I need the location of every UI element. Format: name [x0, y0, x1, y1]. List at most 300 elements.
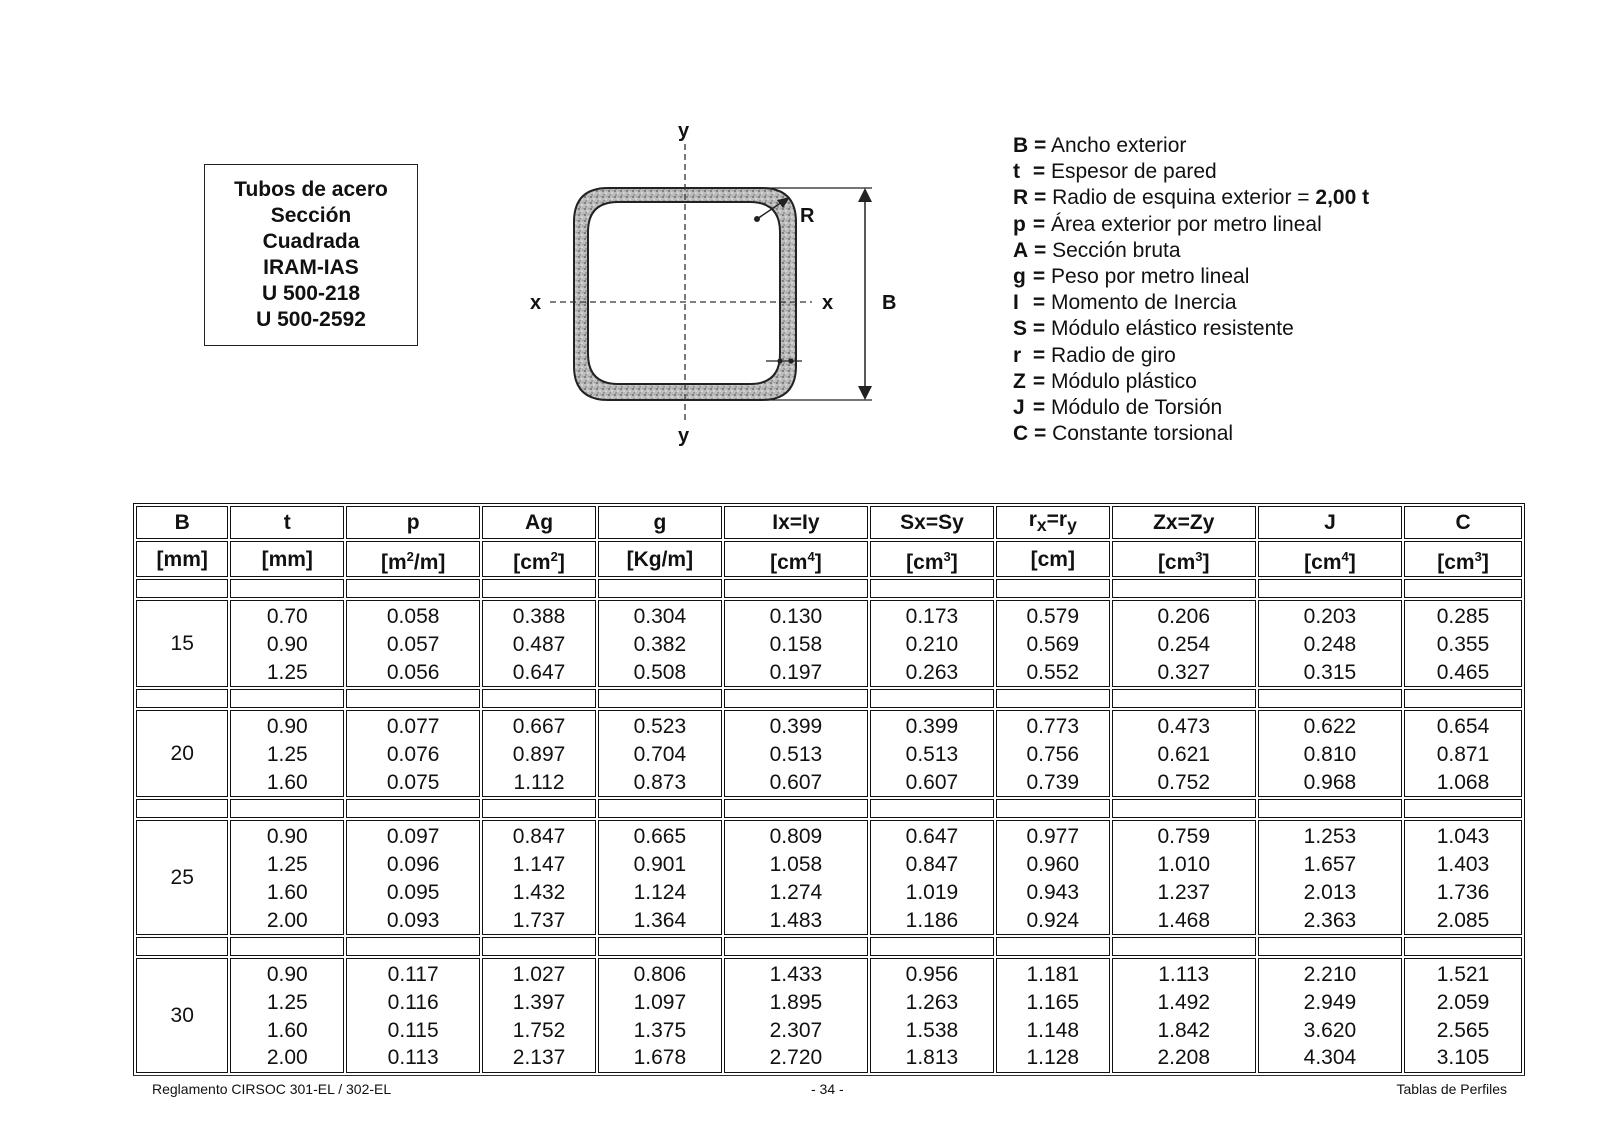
- value-cell: [870, 710, 994, 797]
- dimension-arrow-down: [858, 386, 872, 400]
- unit-text: [cm: [1437, 550, 1475, 574]
- separator-cell: [1404, 689, 1522, 708]
- cell-value: 1.752: [512, 1018, 566, 1042]
- legend-equals: =: [1034, 134, 1047, 157]
- b-cell: 25: [136, 820, 228, 935]
- axis-x-label-right: x: [822, 292, 834, 314]
- cell-value: 1.25: [266, 743, 308, 766]
- title-box: [204, 164, 418, 346]
- separator-cell: [996, 937, 1110, 956]
- unit-exponent: 4: [1341, 548, 1349, 564]
- cell-value: 1.483: [769, 908, 823, 932]
- legend-symbol: t: [1013, 160, 1020, 184]
- cell-value: 0.607: [769, 770, 823, 794]
- separator-cell: [482, 689, 596, 708]
- value-cell: [1112, 600, 1256, 687]
- cell-value: 2.137: [512, 1046, 566, 1070]
- legend-row: [1013, 212, 1369, 238]
- legend-symbol: g: [1013, 265, 1026, 289]
- cell-value: 0.873: [633, 770, 687, 794]
- cell-value: 0.90: [266, 963, 308, 987]
- value-cell: [1258, 820, 1402, 935]
- cell-value: 0.388: [512, 605, 566, 629]
- cell-value: 0.607: [905, 770, 959, 794]
- cell-value: 2.307: [769, 1018, 823, 1042]
- cell-value: 0.095: [386, 880, 440, 904]
- column-unit: [1112, 541, 1256, 577]
- cell-value: 0.810: [1303, 743, 1357, 766]
- column-header-label: t: [283, 511, 291, 535]
- cell-value: 0.263: [905, 660, 959, 684]
- cell-value: 0.523: [633, 715, 687, 739]
- cell-value: 1.25: [266, 853, 308, 877]
- cell-value: 0.173: [905, 605, 959, 629]
- axis-x-label-left: x: [530, 292, 542, 314]
- cell-value: 0.508: [633, 660, 687, 684]
- separator-cell: [724, 579, 868, 598]
- cell-value: 1.60: [266, 880, 308, 904]
- legend-text: Área exterior por metro lineal: [1050, 212, 1322, 236]
- cell-value: 0.327: [1157, 660, 1211, 684]
- column-header: [482, 506, 596, 539]
- cell-value: 1.027: [512, 963, 566, 987]
- value-cell: [598, 958, 722, 1073]
- cell-value: 1.124: [633, 880, 687, 904]
- unit-exponent: 2: [406, 548, 414, 564]
- unit-exponent: 2: [550, 548, 558, 564]
- cell-value: 0.285: [1436, 605, 1490, 629]
- separator-cell: [598, 579, 722, 598]
- column-header-label: g: [653, 511, 667, 535]
- separator-cell: [996, 799, 1110, 818]
- legend-equals: =: [1032, 265, 1046, 289]
- legend-row: [1013, 421, 1369, 447]
- table-row: [136, 600, 1522, 687]
- cell-value: 1.010: [1157, 853, 1211, 877]
- cell-value: 0.076: [386, 743, 440, 766]
- legend-equals: =: [1032, 212, 1046, 236]
- separator-cell: [136, 799, 228, 818]
- cell-value: 0.117: [387, 963, 439, 987]
- legend-symbol: I: [1013, 291, 1019, 315]
- column-unit: [598, 541, 722, 577]
- cell-value: 1.375: [633, 1018, 687, 1042]
- cell-value: 0.622: [1303, 715, 1357, 739]
- unit-text: [cm: [1304, 550, 1342, 574]
- cell-value: 1.181: [1026, 963, 1080, 987]
- cell-value: 0.704: [633, 743, 687, 766]
- cell-value: 0.956: [905, 963, 959, 987]
- separator-cell: [230, 937, 344, 956]
- column-header: [1112, 506, 1256, 539]
- cell-value: 0.871: [1436, 743, 1490, 766]
- separator-cell: [346, 579, 480, 598]
- cell-value: 0.667: [512, 715, 566, 739]
- legend-row: [1013, 395, 1369, 421]
- cell-value: 0.759: [1157, 825, 1211, 849]
- cell-value: 0.058: [386, 605, 440, 629]
- cell-value: 3.105: [1436, 1046, 1490, 1070]
- cell-value: 1.165: [1026, 990, 1080, 1014]
- cell-value: 1.60: [266, 770, 308, 794]
- legend-symbol: S: [1013, 317, 1028, 341]
- value-cell: [230, 600, 344, 687]
- column-header: [1404, 506, 1522, 539]
- column-unit: [870, 541, 994, 577]
- unit-tail: ]: [1202, 550, 1210, 574]
- cell-value: 1.25: [266, 990, 308, 1014]
- legend-symbol: Z: [1013, 369, 1026, 393]
- legend-text: Peso por metro lineal: [1050, 265, 1250, 289]
- legend-equals: =: [1032, 160, 1046, 184]
- value-cell: [1258, 600, 1402, 687]
- cell-value: 4.304: [1303, 1046, 1357, 1070]
- column-header: [1258, 506, 1402, 539]
- cell-value: 1.397: [512, 990, 566, 1014]
- b-cell: 20: [136, 710, 228, 797]
- unit-tail: ]: [814, 550, 822, 574]
- column-unit: [136, 541, 228, 577]
- cell-value: 0.158: [769, 632, 823, 656]
- header-row-units: [136, 541, 1522, 577]
- legend-equals: =: [1032, 291, 1046, 315]
- separator-cell: [996, 689, 1110, 708]
- separator-cell: [870, 579, 994, 598]
- value-cell: [724, 710, 868, 797]
- cell-value: 2.949: [1303, 990, 1357, 1014]
- cell-value: 2.720: [769, 1046, 823, 1070]
- legend-symbol: C: [1013, 422, 1029, 446]
- legend-row: [1013, 264, 1369, 290]
- cell-value: 0.254: [1157, 632, 1211, 656]
- cell-value: 1.097: [633, 990, 687, 1014]
- legend-symbol: A: [1013, 238, 1029, 262]
- cell-value: 0.756: [1026, 743, 1080, 766]
- cell-value: 1.019: [905, 880, 959, 904]
- legend-row: [1013, 238, 1369, 264]
- separator-cell: [1112, 799, 1256, 818]
- cell-value: 1.60: [266, 1018, 308, 1042]
- axis-y-label-bottom: y: [678, 425, 690, 447]
- legend-equals: =: [1032, 317, 1046, 341]
- page-number: - 34 -: [811, 1081, 844, 1097]
- column-header: [598, 506, 722, 539]
- legend-text: Ancho exterior: [1050, 134, 1187, 157]
- cell-value: 0.90: [266, 632, 308, 656]
- value-cell: [1258, 958, 1402, 1073]
- value-cell: [1404, 958, 1522, 1073]
- legend-text: Módulo elástico resistente: [1050, 317, 1294, 341]
- value-cell: [1404, 600, 1522, 687]
- group-separator-row: [136, 799, 1522, 818]
- cell-value: 0.647: [905, 825, 959, 849]
- column-header-label: Zx=Zy: [1153, 511, 1215, 535]
- footer-left: Reglamento CIRSOC 301-EL / 302-EL: [152, 1081, 392, 1097]
- column-header-label: Ag: [525, 511, 554, 535]
- radius-center-dot: [754, 216, 760, 222]
- column-header: [136, 506, 228, 539]
- cell-value: 0.130: [769, 605, 823, 629]
- separator-cell: [1258, 937, 1402, 956]
- value-cell: [996, 710, 1110, 797]
- value-cell: [482, 600, 596, 687]
- cell-value: 0.901: [633, 853, 687, 877]
- cell-value: 0.197: [769, 660, 823, 684]
- separator-cell: [136, 937, 228, 956]
- cell-value: 2.013: [1303, 880, 1357, 904]
- separator-cell: [724, 689, 868, 708]
- separator-cell: [1258, 689, 1402, 708]
- column-unit: [346, 541, 480, 577]
- separator-cell: [1404, 579, 1522, 598]
- cell-value: 0.093: [386, 908, 440, 932]
- legend-row: [1013, 185, 1369, 211]
- cell-value: 0.113: [387, 1046, 439, 1070]
- cell-value: 1.895: [769, 990, 823, 1014]
- group-separator-row: [136, 689, 1522, 708]
- column-unit: [482, 541, 596, 577]
- value-cell: [1112, 710, 1256, 797]
- unit-text: [mm]: [156, 547, 208, 571]
- title-line: Cuadrada: [262, 230, 360, 253]
- dimension-arrow-up: [858, 188, 872, 202]
- value-cell: [870, 600, 994, 687]
- legend-row: [1013, 316, 1369, 342]
- legend-equals: =: [1032, 369, 1046, 393]
- cell-value: 0.206: [1157, 605, 1211, 629]
- separator-cell: [1404, 937, 1522, 956]
- unit-tail: ]: [557, 550, 565, 574]
- cell-value: 0.075: [386, 770, 440, 794]
- legend-row: [1013, 290, 1369, 316]
- unit-text: [cm: [770, 550, 808, 574]
- cell-value: 0.465: [1436, 660, 1490, 684]
- separator-cell: [230, 689, 344, 708]
- legend-row: [1013, 369, 1369, 395]
- cell-value: 0.315: [1303, 660, 1357, 684]
- section-diagram: [500, 112, 920, 462]
- cell-value: 0.115: [387, 1018, 439, 1042]
- cell-value: 1.147: [512, 853, 566, 877]
- symbol-legend: [1013, 133, 1369, 447]
- cell-value: 2.208: [1157, 1046, 1211, 1070]
- cell-value: 1.112: [513, 770, 565, 794]
- title-line: Sección: [270, 204, 352, 227]
- unit-exponent: 3: [943, 548, 951, 564]
- column-unit: [724, 541, 868, 577]
- separator-cell: [230, 579, 344, 598]
- value-cell: [346, 958, 480, 1073]
- cell-value: 0.473: [1157, 715, 1211, 739]
- separator-cell: [996, 579, 1110, 598]
- cell-value: 0.806: [633, 963, 687, 987]
- cell-value: 1.113: [1158, 963, 1210, 987]
- separator-cell: [346, 689, 480, 708]
- cell-value: 0.552: [1026, 660, 1080, 684]
- cell-value: 0.847: [905, 853, 959, 877]
- value-cell: [724, 958, 868, 1073]
- column-unit: [1404, 541, 1522, 577]
- column-header: [346, 506, 480, 539]
- cell-value: 1.813: [905, 1046, 959, 1070]
- column-header: [870, 506, 994, 539]
- value-cell: [1404, 820, 1522, 935]
- separator-cell: [1404, 799, 1522, 818]
- cell-value: 2.059: [1436, 990, 1490, 1014]
- cell-value: 1.263: [905, 990, 959, 1014]
- separator-cell: [1258, 799, 1402, 818]
- unit-text: [Kg/m]: [626, 547, 694, 571]
- footer-rule: [133, 1075, 1525, 1076]
- b-cell: 30: [136, 958, 228, 1073]
- legend-text: Espesor de pared: [1050, 160, 1217, 184]
- cell-value: 2.085: [1436, 908, 1490, 932]
- legend-text: Radio de esquina exterior =: [1052, 186, 1310, 210]
- cell-value: 0.056: [386, 660, 440, 684]
- column-header-label: Ix=Iy: [772, 511, 820, 535]
- cell-value: 2.565: [1436, 1018, 1490, 1042]
- legend-equals: =: [1032, 396, 1046, 420]
- group-separator-row: [136, 937, 1522, 956]
- cell-value: 0.90: [266, 825, 308, 849]
- cell-value: 0.977: [1026, 825, 1080, 849]
- title-line: IRAM-IAS: [263, 256, 359, 279]
- legend-equals: =: [1032, 343, 1046, 367]
- cell-value: 0.647: [512, 660, 566, 684]
- cell-value: 0.569: [1026, 632, 1080, 656]
- separator-cell: [482, 799, 596, 818]
- cell-value: 1.521: [1436, 963, 1490, 987]
- value-cell: [724, 600, 868, 687]
- cell-value: 0.847: [512, 825, 566, 849]
- cell-value: 1.253: [1303, 825, 1357, 849]
- cell-value: 1.842: [1157, 1018, 1211, 1042]
- title-line: U 500-218: [261, 282, 361, 305]
- legend-symbol: p: [1013, 212, 1026, 236]
- value-cell: [230, 958, 344, 1073]
- cell-value: 0.399: [905, 715, 959, 739]
- cell-value: 1.25: [266, 660, 308, 684]
- cell-value: 0.487: [512, 632, 566, 656]
- separator-cell: [1112, 937, 1256, 956]
- separator-cell: [724, 937, 868, 956]
- cell-value: 0.621: [1157, 743, 1211, 766]
- cell-value: 0.077: [386, 715, 440, 739]
- cell-value: 1.538: [905, 1018, 959, 1042]
- value-cell: [346, 710, 480, 797]
- value-cell: [598, 710, 722, 797]
- legend-equals: =: [1034, 238, 1047, 262]
- footer-right: Tablas de Perfiles: [1396, 1081, 1507, 1097]
- separator-cell: [724, 799, 868, 818]
- value-cell: [598, 820, 722, 935]
- unit-text: [cm: [906, 550, 944, 574]
- width-label: B: [882, 292, 897, 314]
- b-cell: 15: [136, 600, 228, 687]
- cell-value: 0.513: [905, 743, 959, 766]
- legend-symbol: R: [1013, 186, 1029, 210]
- separator-cell: [598, 689, 722, 708]
- value-cell: [598, 600, 722, 687]
- cell-value: 0.248: [1303, 632, 1357, 656]
- cell-value: 3.620: [1303, 1018, 1357, 1042]
- legend-row: [1013, 133, 1369, 159]
- legend-text: Sección bruta: [1052, 238, 1181, 262]
- cell-value: 0.399: [769, 715, 823, 739]
- unit-text: [m: [380, 550, 407, 574]
- column-header-label: Sx=Sy: [900, 511, 964, 535]
- value-cell: [996, 820, 1110, 935]
- cell-value: 0.665: [633, 825, 687, 849]
- value-cell: [482, 958, 596, 1073]
- separator-cell: [598, 799, 722, 818]
- value-cell: [996, 600, 1110, 687]
- column-header: [230, 506, 344, 539]
- title-line: Tubos de acero: [234, 178, 388, 201]
- cell-value: 0.739: [1026, 770, 1080, 794]
- separator-cell: [1112, 689, 1256, 708]
- unit-text: [cm: [513, 550, 551, 574]
- legend-row: [1013, 159, 1369, 185]
- column-header-label: J: [1324, 511, 1336, 535]
- cell-value: 1.468: [1157, 908, 1211, 932]
- legend-symbol: B: [1013, 134, 1029, 157]
- cell-value: 0.752: [1157, 770, 1211, 794]
- cell-value: 0.773: [1026, 715, 1080, 739]
- value-cell: [1258, 710, 1402, 797]
- cell-value: 1.148: [1026, 1018, 1080, 1042]
- separator-cell: [346, 799, 480, 818]
- legend-equals: =: [1034, 186, 1047, 210]
- cell-value: 1.128: [1026, 1046, 1080, 1070]
- cell-value: 1.058: [769, 853, 823, 877]
- cell-value: 1.403: [1436, 853, 1490, 877]
- axis-y-label-top: y: [678, 120, 690, 142]
- unit-text: [cm: [1157, 550, 1196, 574]
- legend-equals: =: [1034, 422, 1047, 446]
- value-cell: [724, 820, 868, 935]
- cell-value: 0.579: [1026, 605, 1080, 629]
- cell-value: 1.736: [1436, 880, 1490, 904]
- cell-value: 1.737: [512, 908, 566, 932]
- legend-symbol: J: [1013, 396, 1025, 420]
- value-cell: [870, 820, 994, 935]
- table-row: [136, 958, 1522, 1073]
- cell-value: 0.70: [266, 605, 308, 629]
- unit-tail: ]: [950, 550, 958, 574]
- legend-text: Radio de giro: [1050, 343, 1176, 367]
- cell-value: 0.960: [1026, 853, 1080, 877]
- unit-exponent: 4: [807, 548, 815, 564]
- separator-cell: [346, 937, 480, 956]
- column-header: [996, 506, 1110, 539]
- legend-text: Constante torsional: [1052, 422, 1234, 446]
- column-unit: [230, 541, 344, 577]
- unit-tail: ]: [1481, 550, 1489, 574]
- legend-text: Módulo plástico: [1050, 369, 1197, 393]
- column-header-label: C: [1455, 511, 1471, 535]
- cell-value: 0.203: [1303, 605, 1357, 629]
- unit-exponent: 3: [1474, 548, 1482, 564]
- table-row: [136, 820, 1522, 935]
- unit-tail: /m]: [413, 550, 446, 574]
- separator-cell: [870, 937, 994, 956]
- value-cell: [346, 600, 480, 687]
- radius-label: R: [800, 205, 815, 227]
- cell-value: 0.097: [386, 825, 440, 849]
- value-cell: [230, 710, 344, 797]
- column-header-label: p: [406, 511, 420, 535]
